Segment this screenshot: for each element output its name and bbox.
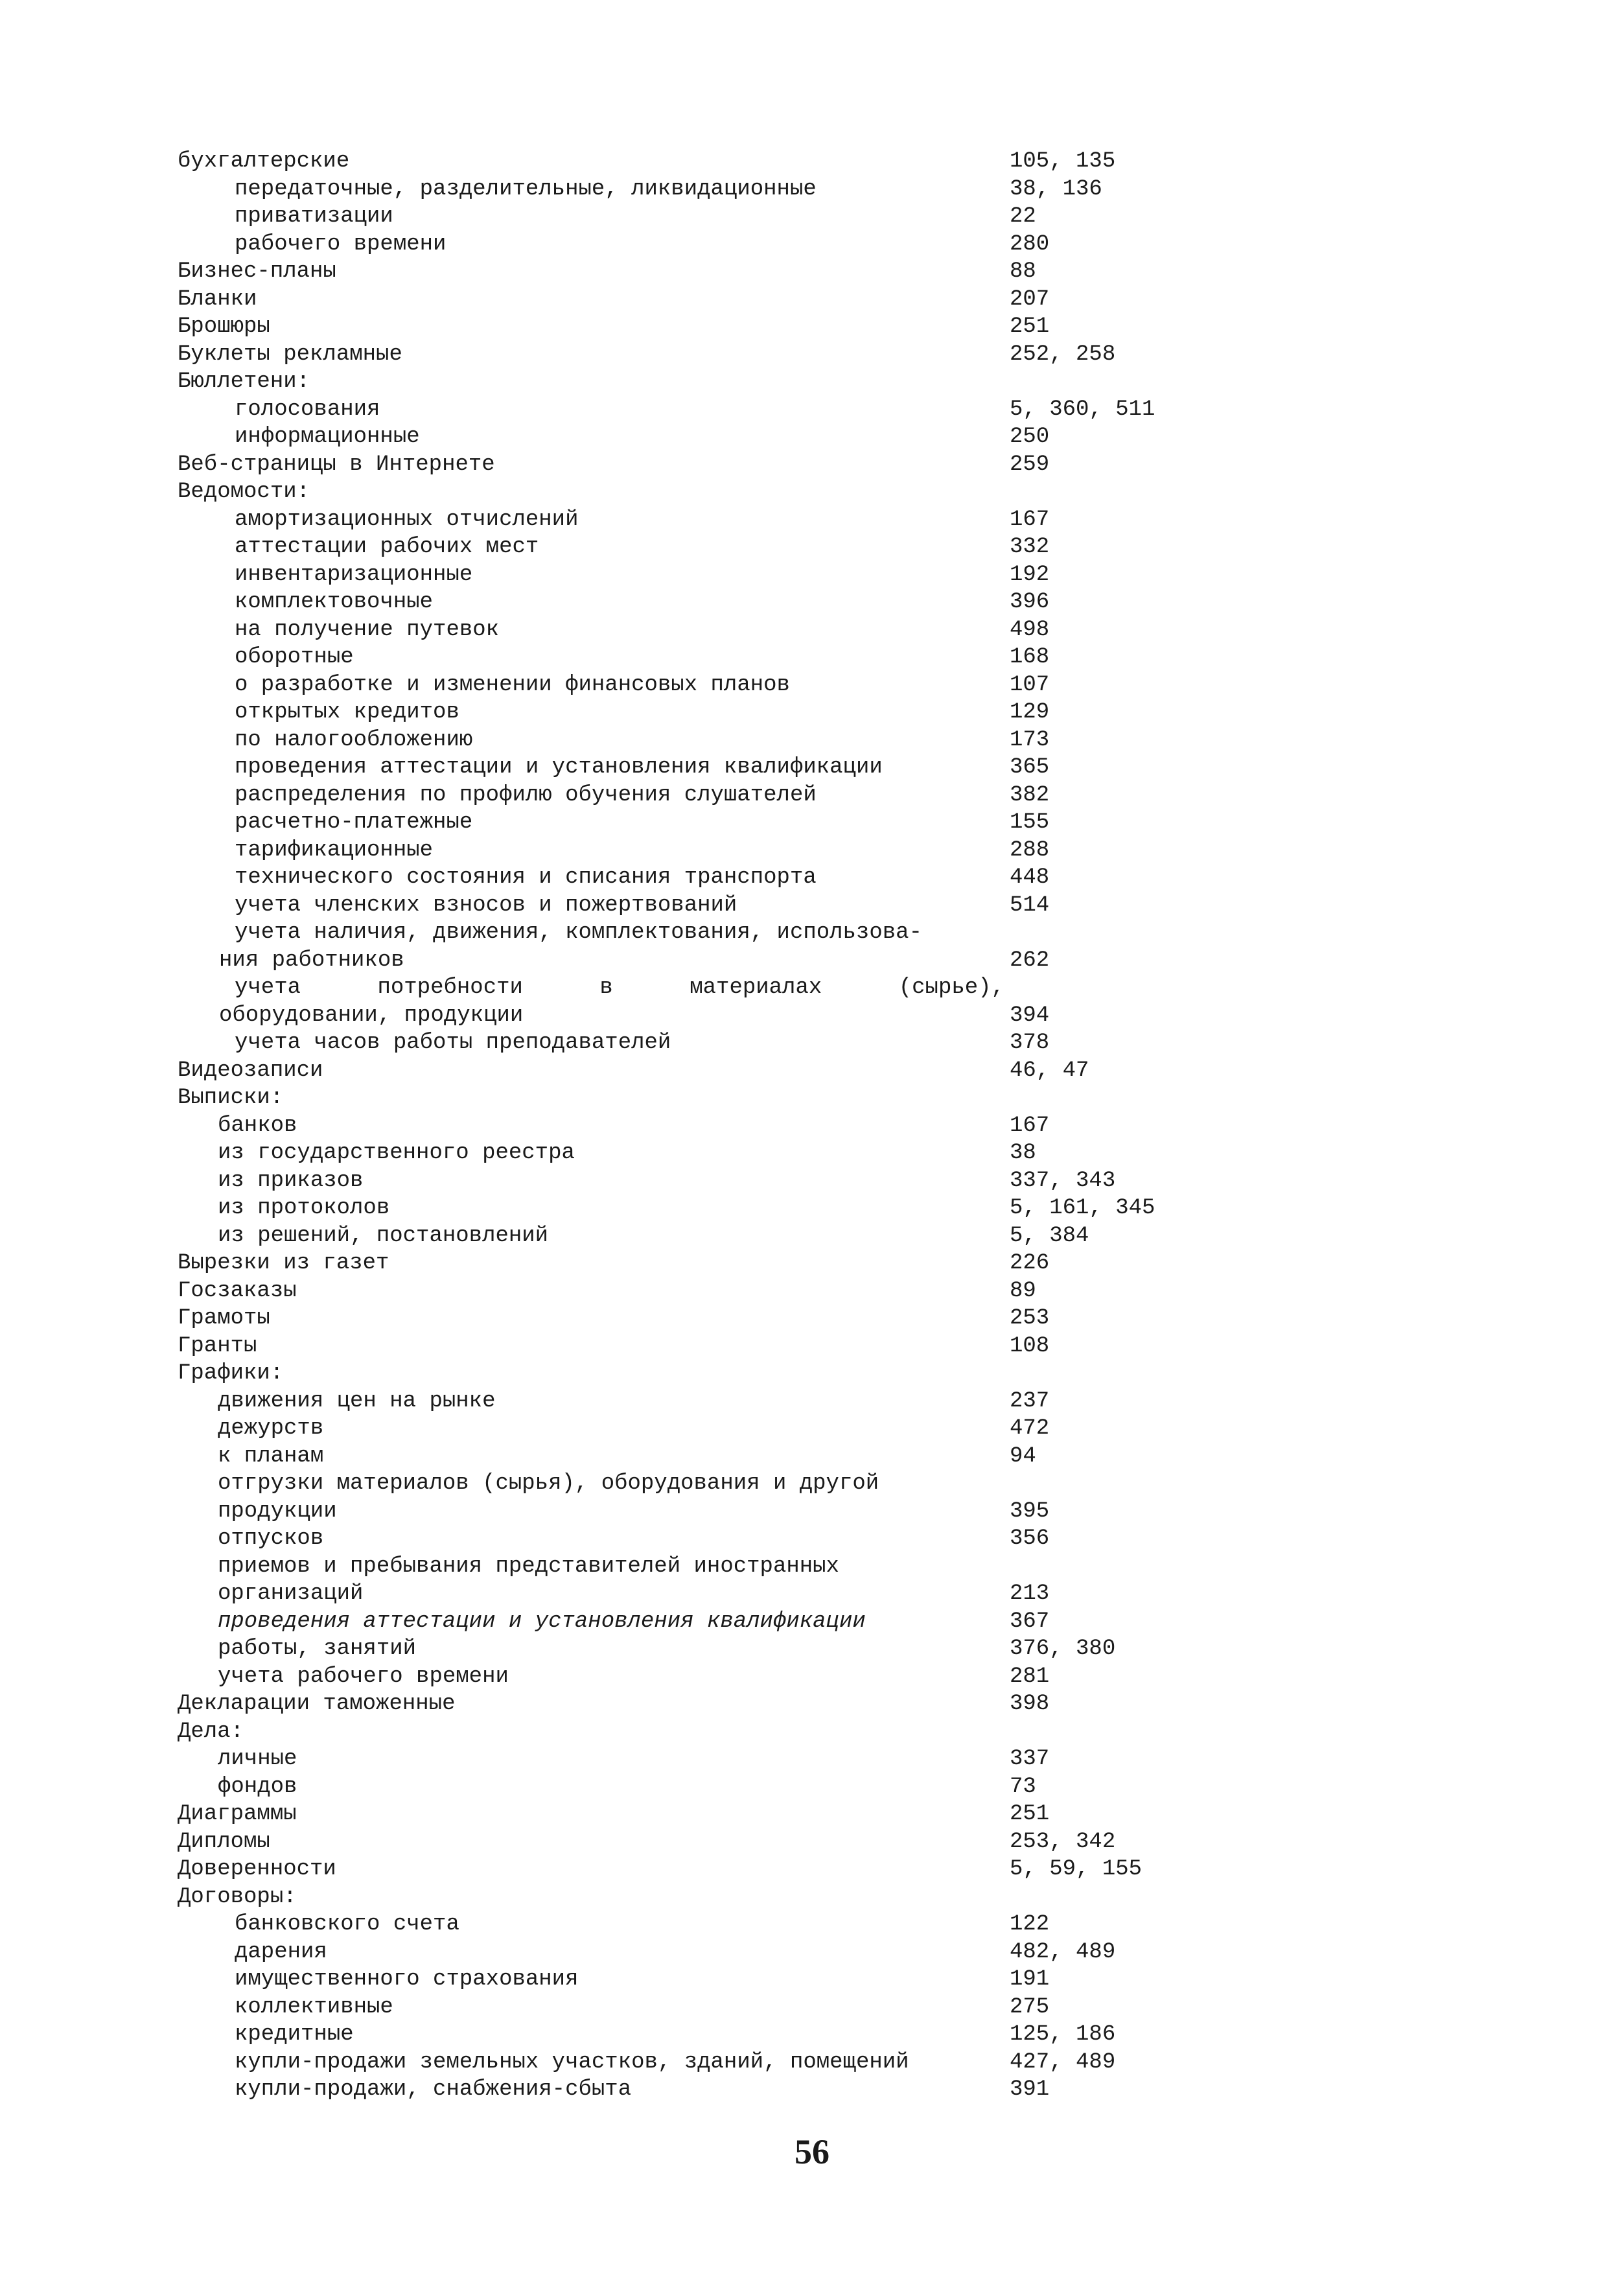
entry-term: Веб-страницы в Интернете xyxy=(178,452,495,477)
index-entry xyxy=(0,2021,1624,2049)
entry-term: приемов и пребывания представителей иностранных xyxy=(218,1554,839,1579)
entry-term: расчетно-платежные xyxy=(235,810,473,835)
entry-term: работы, занятий xyxy=(218,1637,417,1661)
entry-pages: 356 xyxy=(1010,1526,1050,1551)
index-entry xyxy=(0,1167,1624,1195)
index-entry xyxy=(0,1525,1624,1553)
index-entry xyxy=(0,451,1624,479)
entry-term: купли-продажи, снабжения-сбыта xyxy=(235,2077,632,2102)
index-entry xyxy=(0,1773,1624,1801)
entry-term: тарификационные xyxy=(235,837,434,863)
index-entry xyxy=(0,1470,1624,1498)
index-entry xyxy=(0,368,1624,396)
entry-pages: 237 xyxy=(1010,1388,1050,1414)
index-entry xyxy=(0,1911,1624,1939)
entry-term: отгрузки материалов (сырья), оборудования и другой xyxy=(218,1471,879,1496)
index-entry xyxy=(0,176,1624,204)
index-entry xyxy=(0,1415,1624,1443)
entry-term-word: материалах xyxy=(690,975,822,1000)
index-entry xyxy=(0,1966,1624,1994)
entry-pages: 46, 47 xyxy=(1010,1058,1089,1083)
entry-term: технического состояния и списания транспорта xyxy=(235,865,817,890)
entry-pages: 107 xyxy=(1010,672,1050,697)
index-entry xyxy=(0,231,1624,259)
entry-term: Бизнес-планы xyxy=(178,259,336,284)
entry-term: Буклеты рекламные xyxy=(178,342,402,367)
entry-term: рабочего времени xyxy=(235,231,447,257)
entry-pages: 167 xyxy=(1010,507,1050,532)
index-entry xyxy=(0,561,1624,589)
entry-pages: 253 xyxy=(1010,1306,1050,1331)
index-entry xyxy=(0,203,1624,231)
entry-pages: 155 xyxy=(1010,810,1050,835)
entry-term: из государственного реестра xyxy=(218,1141,575,1165)
index-entry xyxy=(0,974,1624,1002)
entry-term: проведения аттестации и установления квалификации xyxy=(218,1609,866,1634)
entry-pages: 280 xyxy=(1010,231,1050,257)
index-entry xyxy=(0,1553,1624,1581)
entry-pages: 125, 186 xyxy=(1010,2022,1116,2047)
index-entry xyxy=(0,1443,1624,1471)
index-entry xyxy=(0,1084,1624,1112)
index-entry xyxy=(0,1360,1624,1388)
entry-term: Бланки xyxy=(178,286,257,312)
entry-pages: 251 xyxy=(1010,1802,1050,1826)
entry-term: личные xyxy=(218,1747,297,1771)
index-entry xyxy=(0,1580,1624,1608)
index-entry xyxy=(0,2049,1624,2077)
entry-pages: 376, 380 xyxy=(1010,1637,1116,1661)
entry-pages: 89 xyxy=(1010,1278,1036,1303)
entry-pages: 394 xyxy=(1010,1003,1050,1028)
entry-term: по налогообложению xyxy=(235,727,473,752)
entry-pages: 252, 258 xyxy=(1010,342,1116,367)
entry-term: кредитные xyxy=(235,2022,354,2047)
entry-pages: 167 xyxy=(1010,1113,1050,1138)
index-entry xyxy=(0,1718,1624,1746)
index-entry xyxy=(0,1057,1624,1085)
index-entry xyxy=(0,1112,1624,1140)
entry-term-word: потребности xyxy=(377,975,523,1000)
entry-pages: 168 xyxy=(1010,645,1050,670)
index-entry xyxy=(0,506,1624,534)
entry-pages: 472 xyxy=(1010,1416,1050,1441)
entry-term: Ведомости: xyxy=(178,480,310,504)
entry-pages: 207 xyxy=(1010,286,1050,312)
entry-term: распределения по профилю обучения слушателей xyxy=(235,782,817,808)
entry-term: учета часов работы преподавателей xyxy=(235,1031,671,1055)
entry-term: Госзаказы xyxy=(178,1278,297,1303)
entry-pages: 448 xyxy=(1010,865,1050,890)
entry-pages: 94 xyxy=(1010,1443,1036,1469)
entry-pages: 122 xyxy=(1010,1912,1050,1937)
entry-pages: 5, 59, 155 xyxy=(1010,1857,1143,1882)
index-entry xyxy=(0,1333,1624,1360)
entry-term: Выписки: xyxy=(178,1086,284,1110)
index-entry xyxy=(0,313,1624,341)
entry-term: на получение путевок xyxy=(235,617,500,642)
entry-term: оборотные xyxy=(235,645,354,670)
entry-term: учета членских взносов и пожертвований xyxy=(235,892,737,918)
entry-pages: 5, 360, 511 xyxy=(1010,397,1155,422)
entry-term: оборудовании, продукции xyxy=(219,1003,524,1028)
index-entry xyxy=(0,286,1624,314)
entry-term: Видеозаписи xyxy=(178,1058,323,1083)
entry-term: организаций xyxy=(218,1581,364,1606)
entry-term: купли-продажи земельных участков, зданий, помещений xyxy=(235,2049,909,2075)
entry-pages: 367 xyxy=(1010,1609,1050,1634)
index-entry xyxy=(0,671,1624,699)
entry-term: из решений, постановлений xyxy=(218,1223,549,1248)
entry-pages: 396 xyxy=(1010,590,1050,614)
entry-term-word: (сырье), xyxy=(898,975,1004,1000)
entry-pages: 73 xyxy=(1010,1774,1036,1799)
entry-term: банков xyxy=(218,1113,297,1138)
index-entry xyxy=(0,809,1624,837)
entry-pages: 259 xyxy=(1010,452,1050,477)
index-entry xyxy=(0,1883,1624,1911)
entry-pages: 38 xyxy=(1010,1141,1036,1165)
entry-pages: 275 xyxy=(1010,1994,1050,2020)
index-entry xyxy=(0,1994,1624,2022)
index-entry xyxy=(0,947,1624,975)
entry-term: голосования xyxy=(235,397,380,422)
entry-pages: 482, 489 xyxy=(1010,1939,1116,1964)
entry-pages: 391 xyxy=(1010,2077,1050,2102)
index-entry xyxy=(0,1277,1624,1305)
index-entry xyxy=(0,1305,1624,1333)
index-entry xyxy=(0,1139,1624,1167)
entry-pages: 337, 343 xyxy=(1010,1168,1116,1193)
entry-term: приватизации xyxy=(235,204,393,229)
index-entry xyxy=(0,1194,1624,1222)
entry-term: открытых кредитов xyxy=(235,700,459,725)
index-entry xyxy=(0,588,1624,616)
entry-pages: 129 xyxy=(1010,700,1050,725)
index-entry xyxy=(0,341,1624,369)
entry-term: к планам xyxy=(218,1443,324,1469)
entry-pages: 213 xyxy=(1010,1581,1050,1606)
index-entry xyxy=(0,754,1624,782)
index-entry xyxy=(0,699,1624,727)
entry-pages: 514 xyxy=(1010,892,1050,918)
index-entry xyxy=(0,727,1624,754)
entry-term: бухгалтерские xyxy=(178,149,350,174)
entry-term: Декларации таможенные xyxy=(178,1692,456,1716)
entry-term: ния работников xyxy=(219,948,404,973)
entry-term: отпусков xyxy=(218,1526,324,1551)
index-entry xyxy=(0,258,1624,286)
entry-term: о разработке и изменении финансовых планов xyxy=(235,672,790,697)
index-entry xyxy=(0,1388,1624,1416)
entry-term xyxy=(235,974,1004,1001)
index-entry xyxy=(0,1663,1624,1691)
entry-term: имущественного страхования xyxy=(235,1967,579,1992)
entry-pages: 5, 384 xyxy=(1010,1223,1089,1248)
index-entry xyxy=(0,644,1624,671)
entry-term-word: в xyxy=(599,975,613,1000)
index-entry xyxy=(0,423,1624,451)
index-entry xyxy=(0,1828,1624,1856)
entry-pages: 38, 136 xyxy=(1010,176,1102,202)
entry-term: фондов xyxy=(218,1774,297,1799)
entry-term: из протоколов xyxy=(218,1196,390,1220)
entry-pages: 382 xyxy=(1010,782,1050,808)
entry-term: продукции xyxy=(218,1498,337,1524)
index-entry xyxy=(0,1800,1624,1828)
index-entry xyxy=(0,1002,1624,1030)
entry-term: Доверенности xyxy=(178,1857,336,1882)
entry-term: информационные xyxy=(235,425,420,449)
index-entry xyxy=(0,892,1624,920)
index-entry xyxy=(0,782,1624,810)
entry-term: банковского счета xyxy=(235,1912,459,1937)
index-entry xyxy=(0,148,1624,176)
entry-term: движения цен на рынке xyxy=(218,1388,496,1414)
entry-term: аттестации рабочих мест xyxy=(235,535,539,559)
entry-term: передаточные, разделительные, ликвидационные xyxy=(235,176,817,202)
entry-term: Дела: xyxy=(178,1719,244,1744)
entry-pages: 288 xyxy=(1010,837,1050,863)
entry-term: проведения аттестации и установления квалификации xyxy=(235,755,883,780)
entry-pages: 395 xyxy=(1010,1498,1050,1524)
entry-pages: 105, 135 xyxy=(1010,149,1116,174)
index-entry xyxy=(0,919,1624,947)
entry-term: Графики: xyxy=(178,1361,284,1386)
entry-pages: 398 xyxy=(1010,1692,1050,1716)
entry-term: Брошюры xyxy=(178,314,270,339)
entry-pages: 337 xyxy=(1010,1747,1050,1771)
entry-pages: 365 xyxy=(1010,755,1050,780)
entry-pages: 498 xyxy=(1010,617,1050,642)
entry-term: Бюллетени: xyxy=(178,369,310,394)
index-entry xyxy=(0,1939,1624,1966)
entry-term: из приказов xyxy=(218,1168,364,1193)
entry-term: Договоры: xyxy=(178,1884,297,1909)
entry-term: Диаграммы xyxy=(178,1802,297,1826)
entry-term: коллективные xyxy=(235,1994,393,2020)
entry-term: учета рабочего времени xyxy=(218,1664,509,1689)
entry-pages: 108 xyxy=(1010,1333,1050,1358)
index-entry xyxy=(0,616,1624,644)
index-entry xyxy=(0,837,1624,865)
index-entry xyxy=(0,1690,1624,1718)
entry-term: амортизационных отчислений xyxy=(235,507,579,532)
entry-pages: 378 xyxy=(1010,1031,1050,1055)
page-number: 56 xyxy=(795,2132,829,2171)
index-entry xyxy=(0,533,1624,561)
entry-pages: 332 xyxy=(1010,535,1050,559)
entry-pages: 5, 161, 345 xyxy=(1010,1196,1155,1220)
entry-pages: 22 xyxy=(1010,204,1036,229)
entry-pages: 173 xyxy=(1010,727,1050,752)
entry-term: учета наличия, движения, комплектования, использова- xyxy=(235,920,922,945)
entry-term: Гранты xyxy=(178,1333,257,1358)
index-entry xyxy=(0,1608,1624,1636)
entry-term: Дипломы xyxy=(178,1829,270,1854)
index-entry xyxy=(0,478,1624,506)
index-entry xyxy=(0,1029,1624,1057)
entry-pages: 262 xyxy=(1010,948,1050,973)
index-entry xyxy=(0,1745,1624,1773)
index-entry xyxy=(0,1856,1624,1883)
index-entries xyxy=(0,148,1624,2104)
index-entry xyxy=(0,2076,1624,2104)
entry-term: комплектовочные xyxy=(235,590,434,614)
entry-pages: 251 xyxy=(1010,314,1050,339)
index-entry xyxy=(0,396,1624,424)
entry-term: дежурств xyxy=(218,1416,324,1441)
entry-pages: 281 xyxy=(1010,1664,1050,1689)
index-entry xyxy=(0,1635,1624,1663)
index-entry xyxy=(0,1498,1624,1526)
entry-pages: 253, 342 xyxy=(1010,1829,1116,1854)
entry-pages: 427, 489 xyxy=(1010,2049,1116,2075)
index-entry xyxy=(0,1250,1624,1277)
entry-term: инвентаризационные xyxy=(235,562,473,587)
entry-pages: 192 xyxy=(1010,562,1050,587)
entry-pages: 191 xyxy=(1010,1967,1050,1992)
entry-term: Вырезки из газет xyxy=(178,1251,389,1276)
entry-term-word: учета xyxy=(235,975,301,1000)
entry-pages: 88 xyxy=(1010,259,1036,284)
entry-term: дарения xyxy=(235,1939,327,1964)
entry-pages: 226 xyxy=(1010,1251,1050,1276)
index-entry xyxy=(0,864,1624,892)
entry-pages: 250 xyxy=(1010,425,1050,449)
entry-term: Грамоты xyxy=(178,1306,270,1331)
index-entry xyxy=(0,1222,1624,1250)
